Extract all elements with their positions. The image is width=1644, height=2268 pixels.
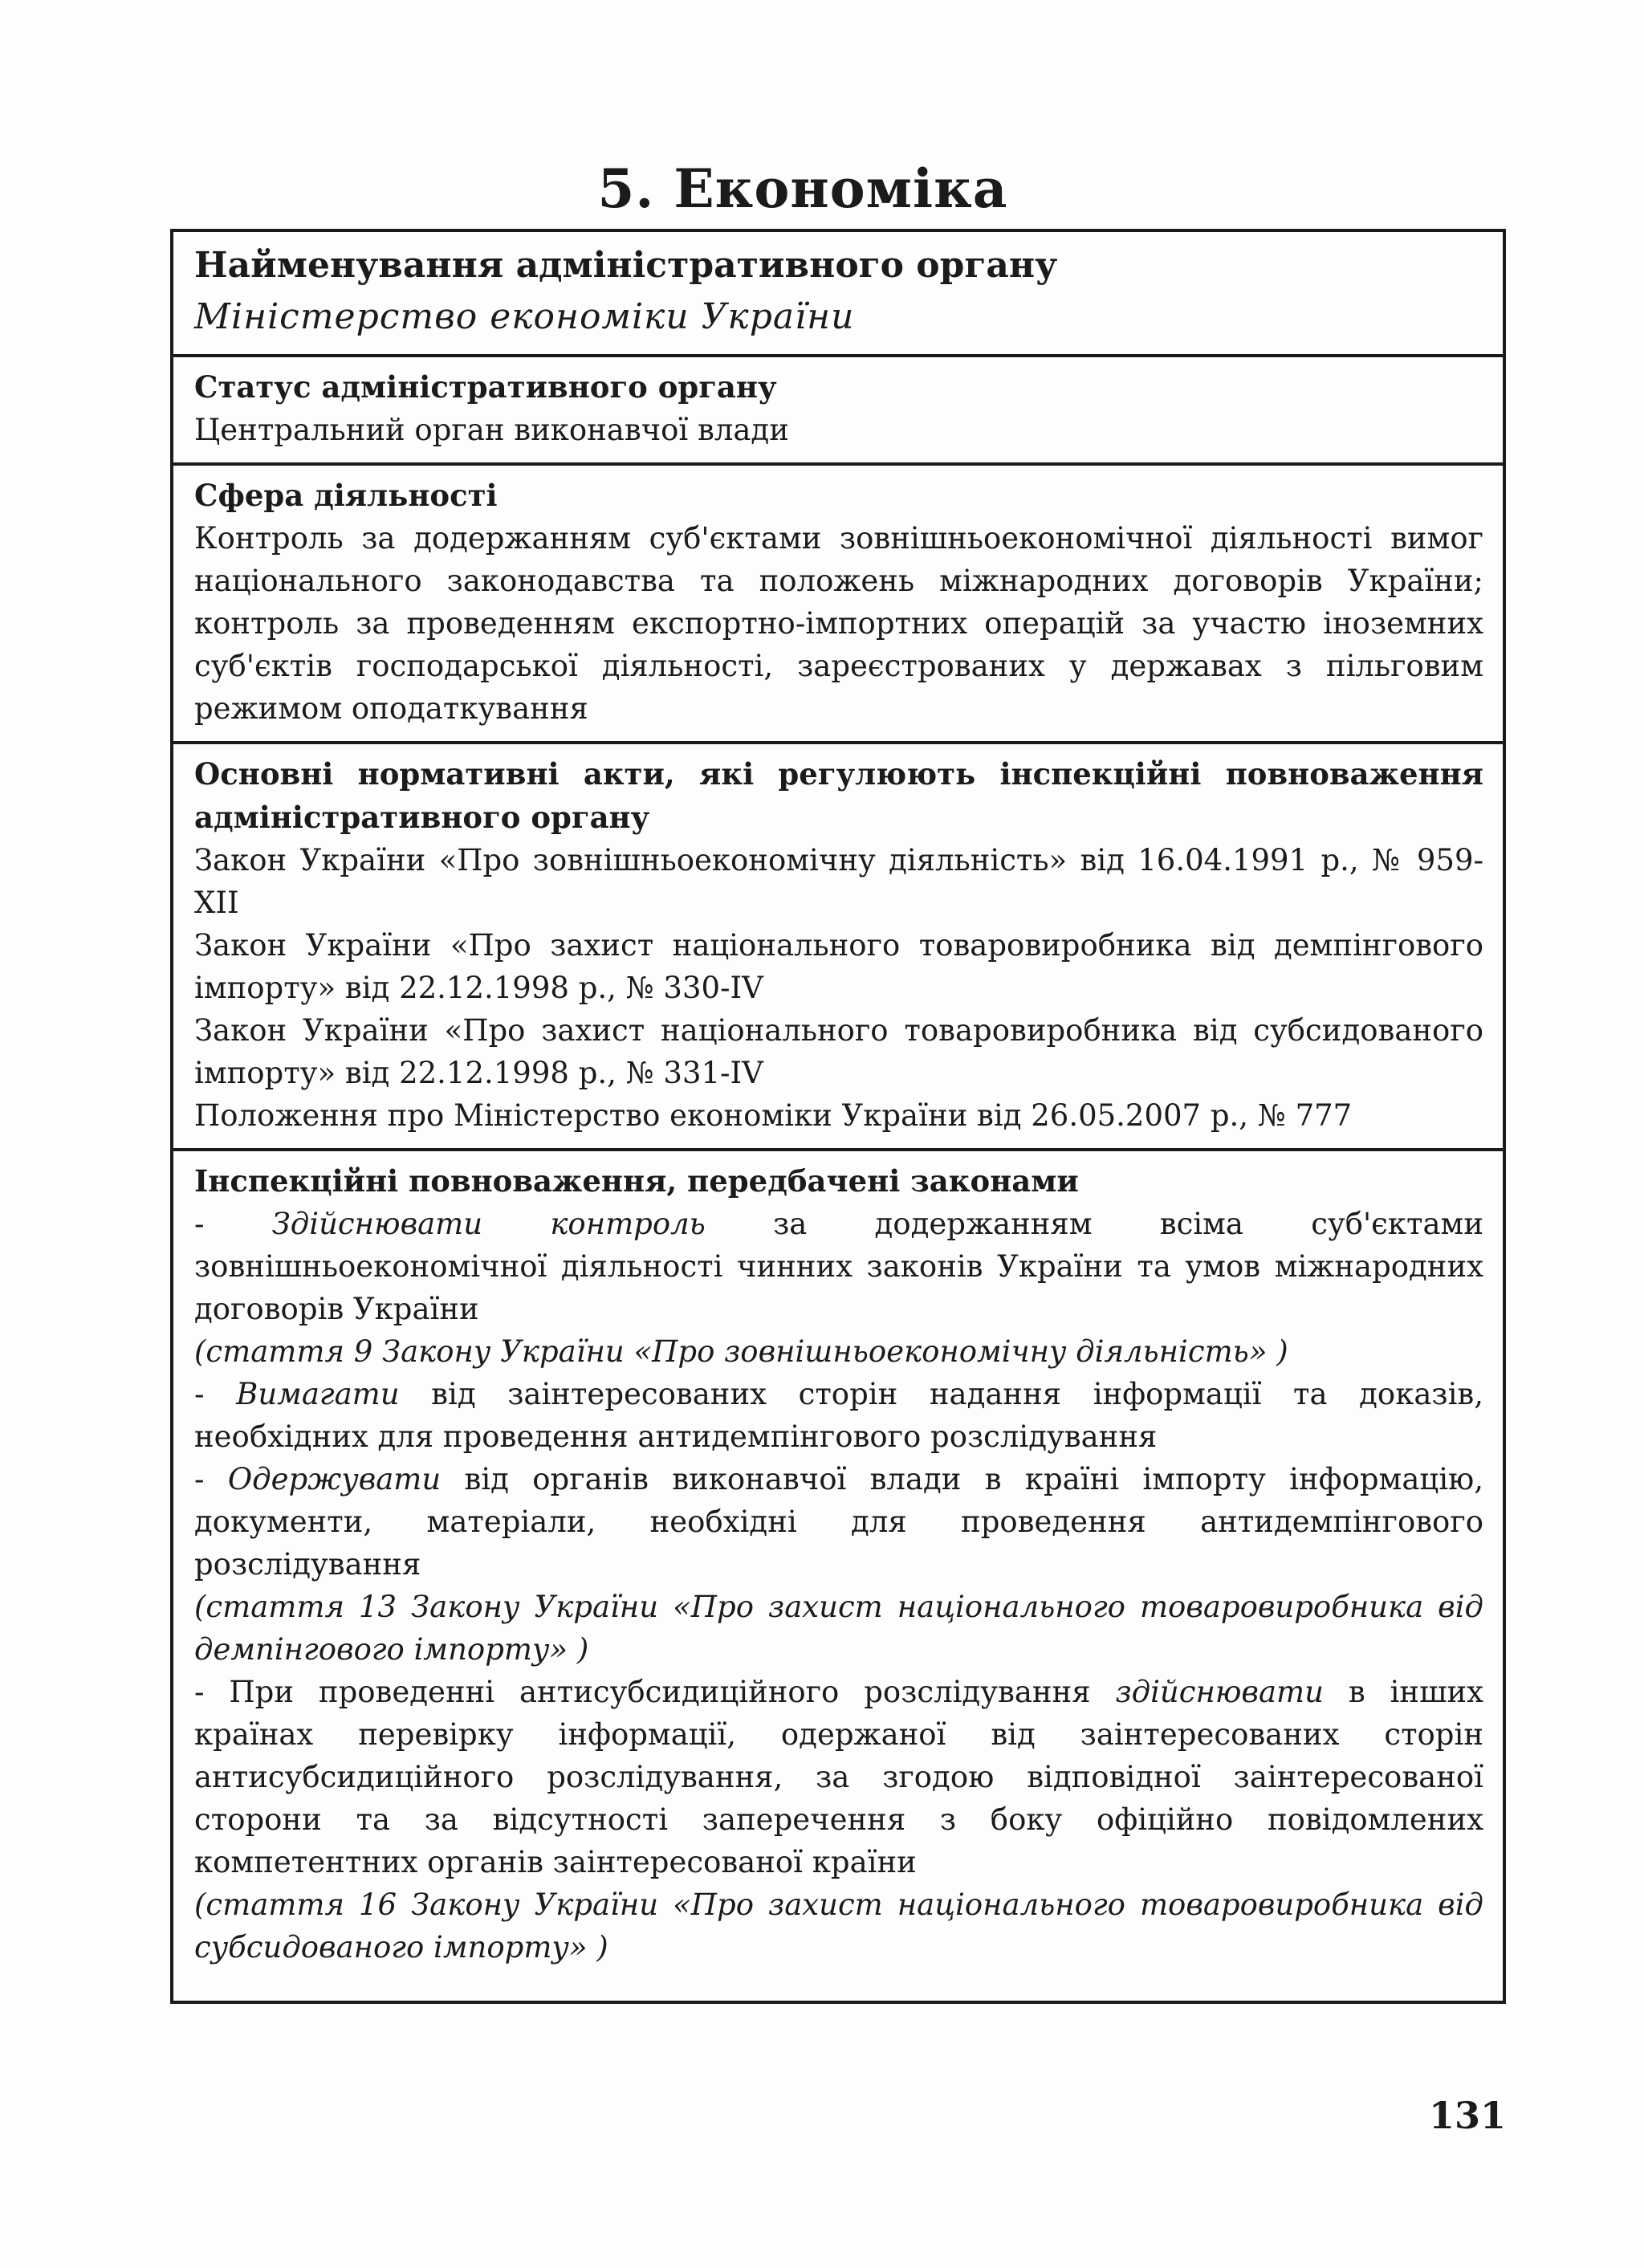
power-item: - Одержувати від органів виконавчої влади в країні імпорту інформацію, документи, матеріали, необхідні для проведення антидемпінгового розслідування bbox=[194, 1462, 1483, 1582]
scope-section bbox=[173, 466, 1503, 744]
power-item: - Вимагати від заінтересованих сторін надання інформації та доказів, необхідних для проведення антидемпінгового розслідування bbox=[194, 1377, 1484, 1454]
power-item: - Здійснювати контроль за додержанням всіма суб'єктами зовнішньоекономічної діяльності чинних законів України та умов міжнародних договорів України bbox=[194, 1207, 1483, 1326]
act-item: Закон України «Про захист національного товаровиробника від демпінгового імпорту» від 22.12.1998 р., № 330-IV bbox=[194, 928, 1483, 1005]
scope-heading: Сфера діяльності bbox=[194, 478, 498, 513]
powers-section bbox=[173, 1151, 1503, 2001]
act-item: Положення про Міністерство економіки України від 26.05.2007 р., № 777 bbox=[194, 1098, 1353, 1133]
power-verb: Здійснювати контроль bbox=[271, 1207, 706, 1241]
law-reference: (стаття 9 Закону України «Про зовнішньоекономічну діяльність» ) bbox=[194, 1334, 1288, 1369]
power-item: - При проведенні антисубсидиційного розслідування здійснювати в інших країнах перевірку інформації, одержаної від заінтересованих сторін антисубсидиційного розслідування, за згодою відповідної заінтересованої сторони та за відсутності заперечення з боку офіційно повідомлених компетентних органів заінтересованої країни bbox=[194, 1675, 1483, 1879]
info-table bbox=[170, 229, 1506, 2004]
agency-value: Міністерство економіки України bbox=[194, 296, 855, 337]
acts-heading: Основні нормативні акти, які регулюють інспекційні повноваження адміністративного органу bbox=[194, 756, 1483, 835]
agency-heading: Найменування адміністративного органу bbox=[194, 245, 1058, 286]
page-number: 131 bbox=[1428, 2094, 1506, 2137]
status-section bbox=[173, 357, 1503, 466]
status-value: Центральний орган виконавчої влади bbox=[194, 413, 789, 447]
status-heading: Статус адміністративного органу bbox=[194, 369, 777, 405]
acts-section bbox=[173, 744, 1503, 1151]
law-reference: (стаття 16 Закону України «Про захист національного товаровиробника від субсидованого імпорту» ) bbox=[194, 1887, 1483, 1965]
page-title: 5. Економіка bbox=[597, 157, 1008, 220]
act-item: Закон України «Про захист національного товаровиробника від субсидованого імпорту» від 22.12.1998 р., № 331-IV bbox=[194, 1013, 1483, 1090]
powers-heading: Інспекційні повноваження, передбачені законами bbox=[194, 1163, 1079, 1199]
scope-text: Контроль за додержанням суб'єктами зовнішньоекономічної діяльності вимог національного законодавства та положень міжнародних договорів України; контроль за проведенням експортно-імпортних операцій за участю іноземних суб'єктів господарської діяльності, зареєстрованих у державах з пільговим режимом оподаткування bbox=[194, 521, 1483, 726]
agency-section bbox=[173, 232, 1503, 357]
power-verb: Одержувати bbox=[227, 1462, 442, 1496]
law-reference: (стаття 13 Закону України «Про захист національного товаровиробника від демпінгового імпорту» ) bbox=[194, 1590, 1483, 1667]
act-item: Закон України «Про зовнішньоекономічну діяльність» від 16.04.1991 р., № 959-XII bbox=[194, 843, 1483, 920]
power-verb: Вимагати bbox=[236, 1377, 400, 1411]
power-verb: здійснювати bbox=[1115, 1675, 1324, 1709]
